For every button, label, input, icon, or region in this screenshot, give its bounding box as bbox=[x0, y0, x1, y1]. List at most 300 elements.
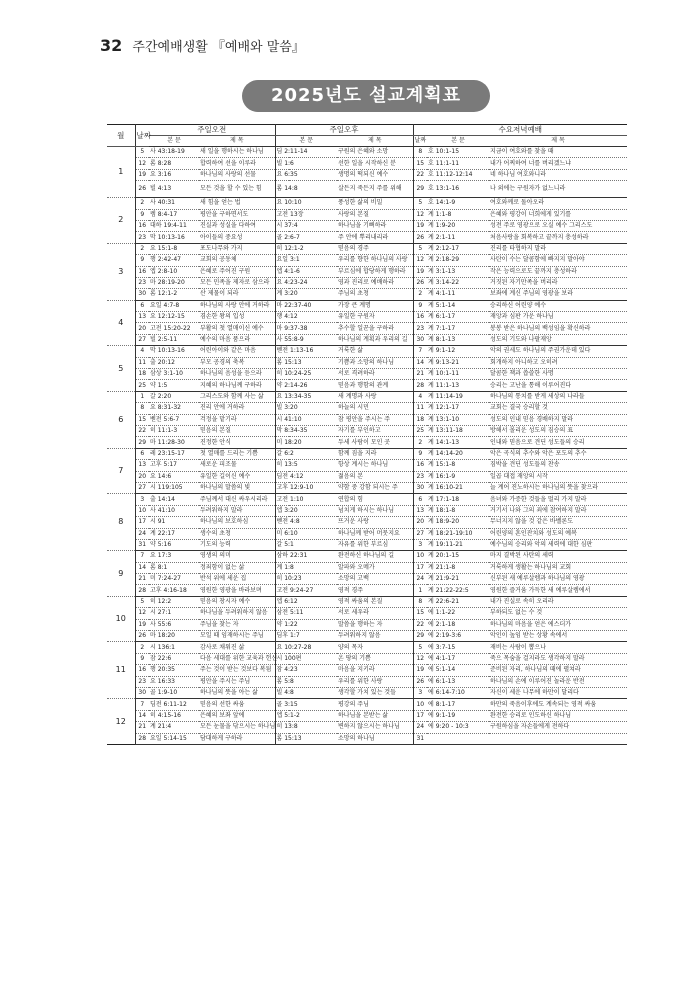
am-subject-cell: 아이들의 중요성 bbox=[199, 232, 275, 243]
am-subject-cell: 새 힘을 얻는 법 bbox=[199, 198, 275, 209]
pm-text-cell: 고전 9:24-27 bbox=[275, 585, 337, 596]
am-subject-cell: 감사로 채워진 삶 bbox=[199, 642, 275, 653]
table-row bbox=[107, 181, 627, 198]
wed-subject-cell: 달콤한 책과 씁쓸한 사명 bbox=[489, 369, 627, 380]
wed-date-cell: 27 bbox=[413, 528, 427, 539]
month-cell: 7 bbox=[107, 448, 135, 494]
table-row bbox=[107, 357, 627, 368]
am-text-cell: 시 119:105 bbox=[149, 482, 199, 493]
pm-subject-cell: 영적 경주 bbox=[337, 585, 413, 596]
am-subject-cell: 믿음의 본질 bbox=[199, 425, 275, 436]
table-row bbox=[107, 220, 627, 231]
pm-subject-cell: 주님의 초청 bbox=[337, 289, 413, 300]
wed-text-cell: 계 16:1-9 bbox=[427, 471, 489, 482]
month-cell: 6 bbox=[107, 391, 135, 448]
pm-text-cell: 갈 5:1 bbox=[275, 539, 337, 550]
table-row bbox=[107, 596, 627, 607]
wed-date-cell: 2 bbox=[413, 437, 427, 448]
am-subject-cell: 하나님의 사랑 안에 거하라 bbox=[199, 300, 275, 311]
pm-subject-cell: 온 땅의 기쁨 bbox=[337, 653, 413, 664]
wed-date-cell: 2 bbox=[413, 289, 427, 300]
date-cell: 29 bbox=[135, 437, 149, 448]
wed-text-cell: 계 11:1-13 bbox=[427, 380, 489, 391]
month-cell: 12 bbox=[107, 699, 135, 745]
wed-subject-cell: 거짓된 자기만족을 버리라 bbox=[489, 277, 627, 288]
page-header bbox=[100, 36, 305, 55]
am-text-cell: 엡 2:8-10 bbox=[149, 266, 199, 277]
wed-date-cell: 28 bbox=[413, 380, 427, 391]
pm-subject-cell: 항상 계시는 하나님 bbox=[337, 460, 413, 471]
am-subject-cell: 반석 위에 세운 집 bbox=[199, 574, 275, 585]
am-subject-cell: 진실과 성실을 다하여 bbox=[199, 220, 275, 231]
pm-text-cell: 삼하 22:31 bbox=[275, 551, 337, 562]
am-text-cell: 약 5:16 bbox=[149, 539, 199, 550]
pm-text-cell: 요 10:27-28 bbox=[275, 642, 337, 653]
table-row bbox=[107, 505, 627, 516]
pm-text-cell: 빌 1:6 bbox=[275, 158, 337, 169]
am-subject-cell: 하나님의 말씀의 빛 bbox=[199, 482, 275, 493]
wed-subject-cell: 네 하나님 여호와니라 bbox=[489, 169, 627, 180]
am-subject-cell: 유일한 길이신 예수 bbox=[199, 471, 275, 482]
am-text-cell: 시 136:1 bbox=[149, 642, 199, 653]
section-header-sunday-afternoon: 주일오후 bbox=[275, 125, 413, 136]
am-text-cell: 고전 15:20-22 bbox=[149, 323, 199, 334]
pm-text-cell: 롬 5:8 bbox=[275, 676, 337, 687]
am-text-cell: 시 91 bbox=[149, 517, 199, 528]
pm-text-cell: 삼전 5:11 bbox=[275, 608, 337, 619]
wed-subject-cell: 하나님의 통치를 받게 세상의 나라들 bbox=[489, 391, 627, 402]
table-row bbox=[107, 312, 627, 323]
pm-text-cell: 엡 3:20 bbox=[275, 505, 337, 516]
table-row bbox=[107, 147, 627, 158]
am-text-cell: 히 11:1-3 bbox=[149, 425, 199, 436]
wed-text-cell: 에 9:20 - 10:3 bbox=[427, 722, 489, 733]
wed-date-cell: 12 bbox=[413, 209, 427, 220]
wed-text-cell: 호 11:1-11 bbox=[427, 158, 489, 169]
wed-subject-cell: 죽으 목숨을 걸지라도 생각하지 말라 bbox=[489, 653, 627, 664]
wed-subject-cell: 거룩하게 생활는 하나님의 교회 bbox=[489, 562, 627, 573]
am-text-cell: 시 27:1 bbox=[149, 608, 199, 619]
am-text-cell: 빌 2:5-11 bbox=[149, 334, 199, 345]
pm-text-cell: 요일 3:1 bbox=[275, 255, 337, 266]
pm-text-cell: 계 3:20 bbox=[275, 289, 337, 300]
pm-text-cell: 요 6:35 bbox=[275, 169, 337, 180]
text-header: 본 문 bbox=[427, 136, 489, 147]
pm-subject-cell: 가장 큰 계명 bbox=[337, 300, 413, 311]
am-subject-cell: 진리 안에 거하라 bbox=[199, 403, 275, 414]
wed-subject-cell: 일곱 대접 재앙의 시작 bbox=[489, 471, 627, 482]
table-row bbox=[107, 642, 627, 653]
wed-text-cell: 계 8:1-13 bbox=[427, 334, 489, 345]
wed-text-cell: 계 21:9-21 bbox=[427, 574, 489, 585]
wed-date-cell: 6 bbox=[413, 494, 427, 505]
am-text-cell: 히 4:15-16 bbox=[149, 710, 199, 721]
am-text-cell: 요 16:33 bbox=[149, 676, 199, 687]
am-text-cell: 롬 8:1 bbox=[149, 562, 199, 573]
wed-text-cell: 계 3:1-13 bbox=[427, 266, 489, 277]
pm-subject-cell: 평강의 주님 bbox=[337, 699, 413, 710]
date-cell: 27 bbox=[135, 482, 149, 493]
wed-text-cell: 계 19:11-21 bbox=[427, 539, 489, 550]
am-subject-cell: 모든 눈물을 닦으시는 하나님 bbox=[199, 722, 275, 733]
pm-subject-cell: 우리를 위한 사랑 bbox=[337, 676, 413, 687]
am-subject-cell: 그리스도와 함께 사는 삶 bbox=[199, 391, 275, 402]
pm-subject-cell: 두세 사람이 모인 곳 bbox=[337, 437, 413, 448]
am-text-cell: 출 20:12 bbox=[149, 357, 199, 368]
am-text-cell: 마 11:28-30 bbox=[149, 437, 199, 448]
table-row bbox=[107, 209, 627, 220]
wed-subject-cell: 보좌에 계신 주님의 영광을 보라 bbox=[489, 289, 627, 300]
pm-subject-cell: 유일한 구원자 bbox=[337, 312, 413, 323]
am-text-cell: 렘 8:4-17 bbox=[149, 209, 199, 220]
wed-subject-cell: 봉봉 받은 하나님의 백성임을 확신하라 bbox=[489, 323, 627, 334]
pm-text-cell: 미 18:20 bbox=[275, 437, 337, 448]
table-row bbox=[107, 334, 627, 345]
wed-subject-cell: 음녀와 가증한 것들을 멀리 가지 말라 bbox=[489, 494, 627, 505]
table-row bbox=[107, 369, 627, 380]
pm-text-cell: 미 6:10 bbox=[275, 528, 337, 539]
schedule-body bbox=[107, 147, 627, 745]
pm-subject-cell: 하나님을 기뻐하라 bbox=[337, 220, 413, 231]
section-header-wednesday-evening: 수요저녁예배 bbox=[413, 125, 627, 136]
table-row bbox=[107, 414, 627, 425]
date-cell: 30 bbox=[135, 687, 149, 698]
am-subject-cell: 은혜의 보좌 앞에 bbox=[199, 710, 275, 721]
date-cell: 19 bbox=[135, 169, 149, 180]
pm-text-cell: 엡 5:1-2 bbox=[275, 710, 337, 721]
table-row bbox=[107, 158, 627, 169]
wed-text-cell: 계 6:1-17 bbox=[427, 312, 489, 323]
am-text-cell: 골 1:9-10 bbox=[149, 687, 199, 698]
wed-text-cell: 계 14:1-13 bbox=[427, 437, 489, 448]
am-text-cell: 사 43:18-19 bbox=[149, 147, 199, 158]
am-subject-cell: 은혜로 주어진 구원 bbox=[199, 266, 275, 277]
pm-subject-cell: 완전하신 하나님의 길 bbox=[337, 551, 413, 562]
date-cell: 13 bbox=[135, 460, 149, 471]
wed-date-cell: 5 bbox=[413, 642, 427, 653]
page-title: 2025년도 설교계획표 bbox=[242, 80, 490, 112]
table-row bbox=[107, 574, 627, 585]
am-subject-cell: 하나님의 보호하심 bbox=[199, 517, 275, 528]
pm-subject-cell: 변하지 않으시는 하나님 bbox=[337, 722, 413, 733]
date-cell: 24 bbox=[135, 528, 149, 539]
wed-text-cell: 계 18:21-19:10 bbox=[427, 528, 489, 539]
am-subject-cell: 담대하게 구하라 bbox=[199, 733, 275, 744]
wed-text-cell: 호 11:12-12:14 bbox=[427, 169, 489, 180]
pm-subject-cell: 선한 일을 시작하신 분 bbox=[337, 158, 413, 169]
table-row bbox=[107, 733, 627, 744]
wed-subject-cell: 마지 결박된 사탄의 세력 bbox=[489, 551, 627, 562]
wed-date-cell: 17 bbox=[413, 562, 427, 573]
wed-subject-cell: 회개하지 아니하고 오히려 bbox=[489, 357, 627, 368]
wed-text-cell: 계 12:1-17 bbox=[427, 403, 489, 414]
am-subject-cell: 하나님의 음성을 듣으라 bbox=[199, 369, 275, 380]
wed-date-cell: 9 bbox=[413, 448, 427, 459]
pm-subject-cell: 믿음의 경주 bbox=[337, 243, 413, 254]
date-cell: 31 bbox=[135, 539, 149, 550]
pm-subject-cell: 마음을 지키라 bbox=[337, 665, 413, 676]
wed-date-cell: 29 bbox=[413, 181, 427, 198]
am-subject-cell: 지혜의 하나님께 구하라 bbox=[199, 380, 275, 391]
table-row bbox=[107, 380, 627, 391]
pm-subject-cell: 넘치게 하시는 하나님 bbox=[337, 505, 413, 516]
am-text-cell: 요 8:31-32 bbox=[149, 403, 199, 414]
am-subject-cell: 주님께서 대신 싸우시리라 bbox=[199, 494, 275, 505]
date-cell: 16 bbox=[135, 220, 149, 231]
pm-subject-cell: 알파와 오메가 bbox=[337, 562, 413, 573]
am-text-cell: 계 22:17 bbox=[149, 528, 199, 539]
wed-date-cell: 3 bbox=[413, 687, 427, 698]
wed-date-cell: 30 bbox=[413, 334, 427, 345]
am-subject-cell: 걱정을 맡기라 bbox=[199, 414, 275, 425]
date-cell: 21 bbox=[135, 574, 149, 585]
wed-date-cell: 23 bbox=[413, 471, 427, 482]
am-text-cell: 딤전 6:11-12 bbox=[149, 699, 199, 710]
wed-text-cell: 에 8:1-17 bbox=[427, 699, 489, 710]
pm-subject-cell: 뜨거운 사랑 bbox=[337, 517, 413, 528]
wed-text-cell: 에 1:1-22 bbox=[427, 608, 489, 619]
wed-date-cell: 3 bbox=[413, 539, 427, 550]
date-cell: 2 bbox=[135, 198, 149, 209]
am-text-cell: 고후 4:16-18 bbox=[149, 585, 199, 596]
wed-subject-cell: 처음사랑을 회복하고 끝까지 충성하라 bbox=[489, 232, 627, 243]
wed-subject-cell bbox=[489, 733, 627, 744]
table-row bbox=[107, 460, 627, 471]
am-text-cell: 출 14:14 bbox=[149, 494, 199, 505]
wed-subject-cell: 무너지지 않을 것 같은 바벨론도 bbox=[489, 517, 627, 528]
wed-text-cell: 호 10:1-15 bbox=[427, 147, 489, 158]
wed-date-cell: 19 bbox=[413, 266, 427, 277]
am-text-cell: 요 3:16 bbox=[149, 169, 199, 180]
date-cell: 28 bbox=[135, 733, 149, 744]
am-subject-cell: 어린아이와 같은 마음 bbox=[199, 346, 275, 357]
table-row bbox=[107, 665, 627, 676]
am-text-cell: 요 17:3 bbox=[149, 551, 199, 562]
date-cell: 16 bbox=[135, 266, 149, 277]
wed-date-cell: 13 bbox=[413, 505, 427, 516]
am-subject-cell: 주님을 찾는 자 bbox=[199, 619, 275, 630]
pm-text-cell: 고전 13장 bbox=[275, 209, 337, 220]
table-row bbox=[107, 631, 627, 642]
wed-subject-cell: 구원하심을 자손들에게 전하다 bbox=[489, 722, 627, 733]
table-row bbox=[107, 687, 627, 698]
subject-header: 제 목 bbox=[199, 136, 275, 147]
pm-text-cell: 행 4:12 bbox=[275, 312, 337, 323]
table-row bbox=[107, 425, 627, 436]
wed-text-cell: 계 21:1-8 bbox=[427, 562, 489, 573]
wed-text-cell: 계 2:1-11 bbox=[427, 232, 489, 243]
am-subject-cell: 영생의 의미 bbox=[199, 551, 275, 562]
wed-date-cell: 8 bbox=[413, 147, 427, 158]
wed-text-cell: 계 2:18-29 bbox=[427, 255, 489, 266]
pm-text-cell: 롬 15:13 bbox=[275, 733, 337, 744]
wed-date-cell: 14 bbox=[413, 357, 427, 368]
pm-text-cell: 골 3:15 bbox=[275, 699, 337, 710]
wed-text-cell: 에 6:1-13 bbox=[427, 676, 489, 687]
pm-subject-cell: 소망의 고백 bbox=[337, 574, 413, 585]
am-subject-cell: 하나님을 두려워하지 않음 bbox=[199, 608, 275, 619]
page-number: 32 bbox=[100, 36, 123, 55]
wed-text-cell: 계 13:11-18 bbox=[427, 425, 489, 436]
wed-date-cell: 15 bbox=[413, 608, 427, 619]
wed-subject-cell: 완전한 승리로 인도하신 하나님 bbox=[489, 710, 627, 721]
am-text-cell: 사 41:10 bbox=[149, 505, 199, 516]
date-cell: 28 bbox=[135, 585, 149, 596]
date-cell: 30 bbox=[135, 289, 149, 300]
date-cell: 6 bbox=[135, 300, 149, 311]
pm-subject-cell: 양의 목자 bbox=[337, 642, 413, 653]
am-subject-cell: 영원한 영광을 바라보며 bbox=[199, 585, 275, 596]
pm-subject-cell: 새 계명과 사랑 bbox=[337, 391, 413, 402]
wed-text-cell: 계 18:1-8 bbox=[427, 505, 489, 516]
am-text-cell: 요 12:12-15 bbox=[149, 312, 199, 323]
pm-text-cell: 히 10:24-25 bbox=[275, 369, 337, 380]
pm-text-cell: 계 1:8 bbox=[275, 562, 337, 573]
table-row bbox=[107, 232, 627, 243]
date-cell: 13 bbox=[135, 312, 149, 323]
pm-text-cell: 요 4:23-24 bbox=[275, 277, 337, 288]
pm-subject-cell: 우리를 향한 하나님의 사랑 bbox=[337, 255, 413, 266]
date-cell: 23 bbox=[135, 277, 149, 288]
am-text-cell: 잠 22:6 bbox=[149, 653, 199, 664]
am-subject-cell: 평안을 주시는 주님 bbox=[199, 676, 275, 687]
month-cell: 9 bbox=[107, 551, 135, 597]
wed-date-cell: 24 bbox=[413, 574, 427, 585]
am-subject-cell: 겸손한 왕의 입성 bbox=[199, 312, 275, 323]
pm-text-cell: 딤 2:11-14 bbox=[275, 147, 337, 158]
wed-subject-cell: 성전 주로 영광으로 오실 예수 그리스도 bbox=[489, 220, 627, 231]
wed-text-cell: 계 5:1-14 bbox=[427, 300, 489, 311]
wed-subject-cell: 짐박을 견딘 성도들의 찬송 bbox=[489, 460, 627, 471]
pm-subject-cell: 영적 싸움의 본질 bbox=[337, 596, 413, 607]
wed-text-cell: 계 15:1-8 bbox=[427, 460, 489, 471]
section-header-sunday-morning: 주일오전 bbox=[149, 125, 275, 136]
wed-subject-cell: 나 외에는 구원자가 없느니라 bbox=[489, 181, 627, 198]
pm-subject-cell: 영과 진리로 예배하라 bbox=[337, 277, 413, 288]
pm-text-cell: 빌 4:8 bbox=[275, 687, 337, 698]
am-text-cell: 갈 2:20 bbox=[149, 391, 199, 402]
am-subject-cell: 포도나무와 가지 bbox=[199, 243, 275, 254]
month-cell: 4 bbox=[107, 300, 135, 346]
date-cell: 25 bbox=[135, 380, 149, 391]
am-text-cell: 약 1:5 bbox=[149, 380, 199, 391]
date-cell: 9 bbox=[135, 653, 149, 664]
am-text-cell: 미 7:24-27 bbox=[149, 574, 199, 585]
pm-text-cell: 히 12:1-2 bbox=[275, 243, 337, 254]
am-text-cell: 요 14:6 bbox=[149, 471, 199, 482]
wed-text-cell: 계 11:14-19 bbox=[427, 391, 489, 402]
wed-text-cell: 계 17:1-18 bbox=[427, 494, 489, 505]
wed-date-cell: 5 bbox=[413, 198, 427, 209]
am-text-cell: 삼상 3:1-10 bbox=[149, 369, 199, 380]
table-row bbox=[107, 437, 627, 448]
date-cell: 27 bbox=[135, 334, 149, 345]
date-cell: 7 bbox=[135, 551, 149, 562]
table-row bbox=[107, 551, 627, 562]
pm-text-cell: 고후 12:9-10 bbox=[275, 482, 337, 493]
am-text-cell: 벧전 5:6-7 bbox=[149, 414, 199, 425]
table-row bbox=[107, 517, 627, 528]
table-row bbox=[107, 710, 627, 721]
table-row bbox=[107, 277, 627, 288]
wed-date-cell: 26 bbox=[413, 232, 427, 243]
pm-text-cell: 엡 4:1-6 bbox=[275, 266, 337, 277]
am-text-cell: 롬 12:1-2 bbox=[149, 289, 199, 300]
am-subject-cell: 산 제물이 되라 bbox=[199, 289, 275, 300]
wed-date-cell: 5 bbox=[413, 243, 427, 254]
am-text-cell: 고후 5:17 bbox=[149, 460, 199, 471]
am-subject-cell: 다음 세대를 위한 교육과 헌신 bbox=[199, 653, 275, 664]
am-subject-cell: 평안을 구하면서도 bbox=[199, 209, 275, 220]
wed-date-cell: 22 bbox=[413, 619, 427, 630]
am-subject-cell: 하나님의 사랑의 선물 bbox=[199, 169, 275, 180]
wed-date-cell: 18 bbox=[413, 414, 427, 425]
pm-text-cell: 롬 15:13 bbox=[275, 357, 337, 368]
wed-date-cell: 10 bbox=[413, 699, 427, 710]
pm-subject-cell: 참 평안을 주시는 주 bbox=[337, 414, 413, 425]
am-subject-cell: 부활의 첫 열매이신 예수 bbox=[199, 323, 275, 334]
am-text-cell: 히 12:2 bbox=[149, 596, 199, 607]
month-cell: 3 bbox=[107, 243, 135, 300]
pm-subject-cell: 함께 짐을 지라 bbox=[337, 448, 413, 459]
wed-date-cell: 17 bbox=[413, 710, 427, 721]
am-subject-cell: 기도의 능력 bbox=[199, 539, 275, 550]
table-row bbox=[107, 494, 627, 505]
pm-subject-cell: 생각할 가치 있는 것들 bbox=[337, 687, 413, 698]
wed-subject-cell: 재앙과 심판 가운 하나님 bbox=[489, 312, 627, 323]
am-subject-cell: 믿음의 창시자 예수 bbox=[199, 596, 275, 607]
pm-subject-cell: 말씀을 행하는 자 bbox=[337, 619, 413, 630]
am-text-cell: 롬 8:28 bbox=[149, 158, 199, 169]
wed-subject-cell: 늘 계어 진노하시는 하나님의 뜻을 찾으라 bbox=[489, 482, 627, 493]
wed-text-cell: 에 2:19-3:6 bbox=[427, 631, 489, 642]
wed-date-cell: 30 bbox=[413, 482, 427, 493]
pm-text-cell: 고전 1:10 bbox=[275, 494, 337, 505]
wed-date-cell: 10 bbox=[413, 551, 427, 562]
table-row bbox=[107, 539, 627, 550]
date-cell: 18 bbox=[135, 369, 149, 380]
am-subject-cell: 새로운 피조물 bbox=[199, 460, 275, 471]
wed-date-cell: 11 bbox=[413, 403, 427, 414]
pm-subject-cell: 자기를 부인하고 bbox=[337, 425, 413, 436]
pm-text-cell: 벧전 1:13-16 bbox=[275, 346, 337, 357]
pm-text-cell: 엡 6:12 bbox=[275, 596, 337, 607]
date-cell: 12 bbox=[135, 158, 149, 169]
am-text-cell: 대하 19:4-11 bbox=[149, 220, 199, 231]
am-text-cell: 행 20:35 bbox=[149, 665, 199, 676]
date-cell: 19 bbox=[135, 619, 149, 630]
wed-subject-cell: 교회는 결국 승리할 것 bbox=[489, 403, 627, 414]
wed-text-cell: 계 22:6-21 bbox=[427, 596, 489, 607]
wed-date-cell: 26 bbox=[413, 676, 427, 687]
wed-subject-cell: 예수님의 승리와 악의 세력에 대한 심판 bbox=[489, 539, 627, 550]
wed-text-cell: 계 20:1-15 bbox=[427, 551, 489, 562]
wed-subject-cell: 진리를 타협하지 말라 bbox=[489, 243, 627, 254]
wed-subject-cell: 신부된 새 예루살렘과 하나님의 영광 bbox=[489, 574, 627, 585]
date-cell: 3 bbox=[135, 494, 149, 505]
pm-subject-cell: 하나님을 본받는 삶 bbox=[337, 710, 413, 721]
wed-date-cell: 24 bbox=[413, 722, 427, 733]
month-cell: 11 bbox=[107, 642, 135, 699]
pm-text-cell: 시 37:4 bbox=[275, 220, 337, 231]
month-cell: 5 bbox=[107, 346, 135, 392]
wed-text-cell: 에 5:1-14 bbox=[427, 665, 489, 676]
wed-date-cell: 16 bbox=[413, 312, 427, 323]
wed-text-cell: 계 9:1-12 bbox=[427, 346, 489, 357]
wed-text-cell: 계 21:22-22:5 bbox=[427, 585, 489, 596]
date-cell: 23 bbox=[135, 232, 149, 243]
pm-subject-cell: 자유를 위한 부르심 bbox=[337, 539, 413, 550]
